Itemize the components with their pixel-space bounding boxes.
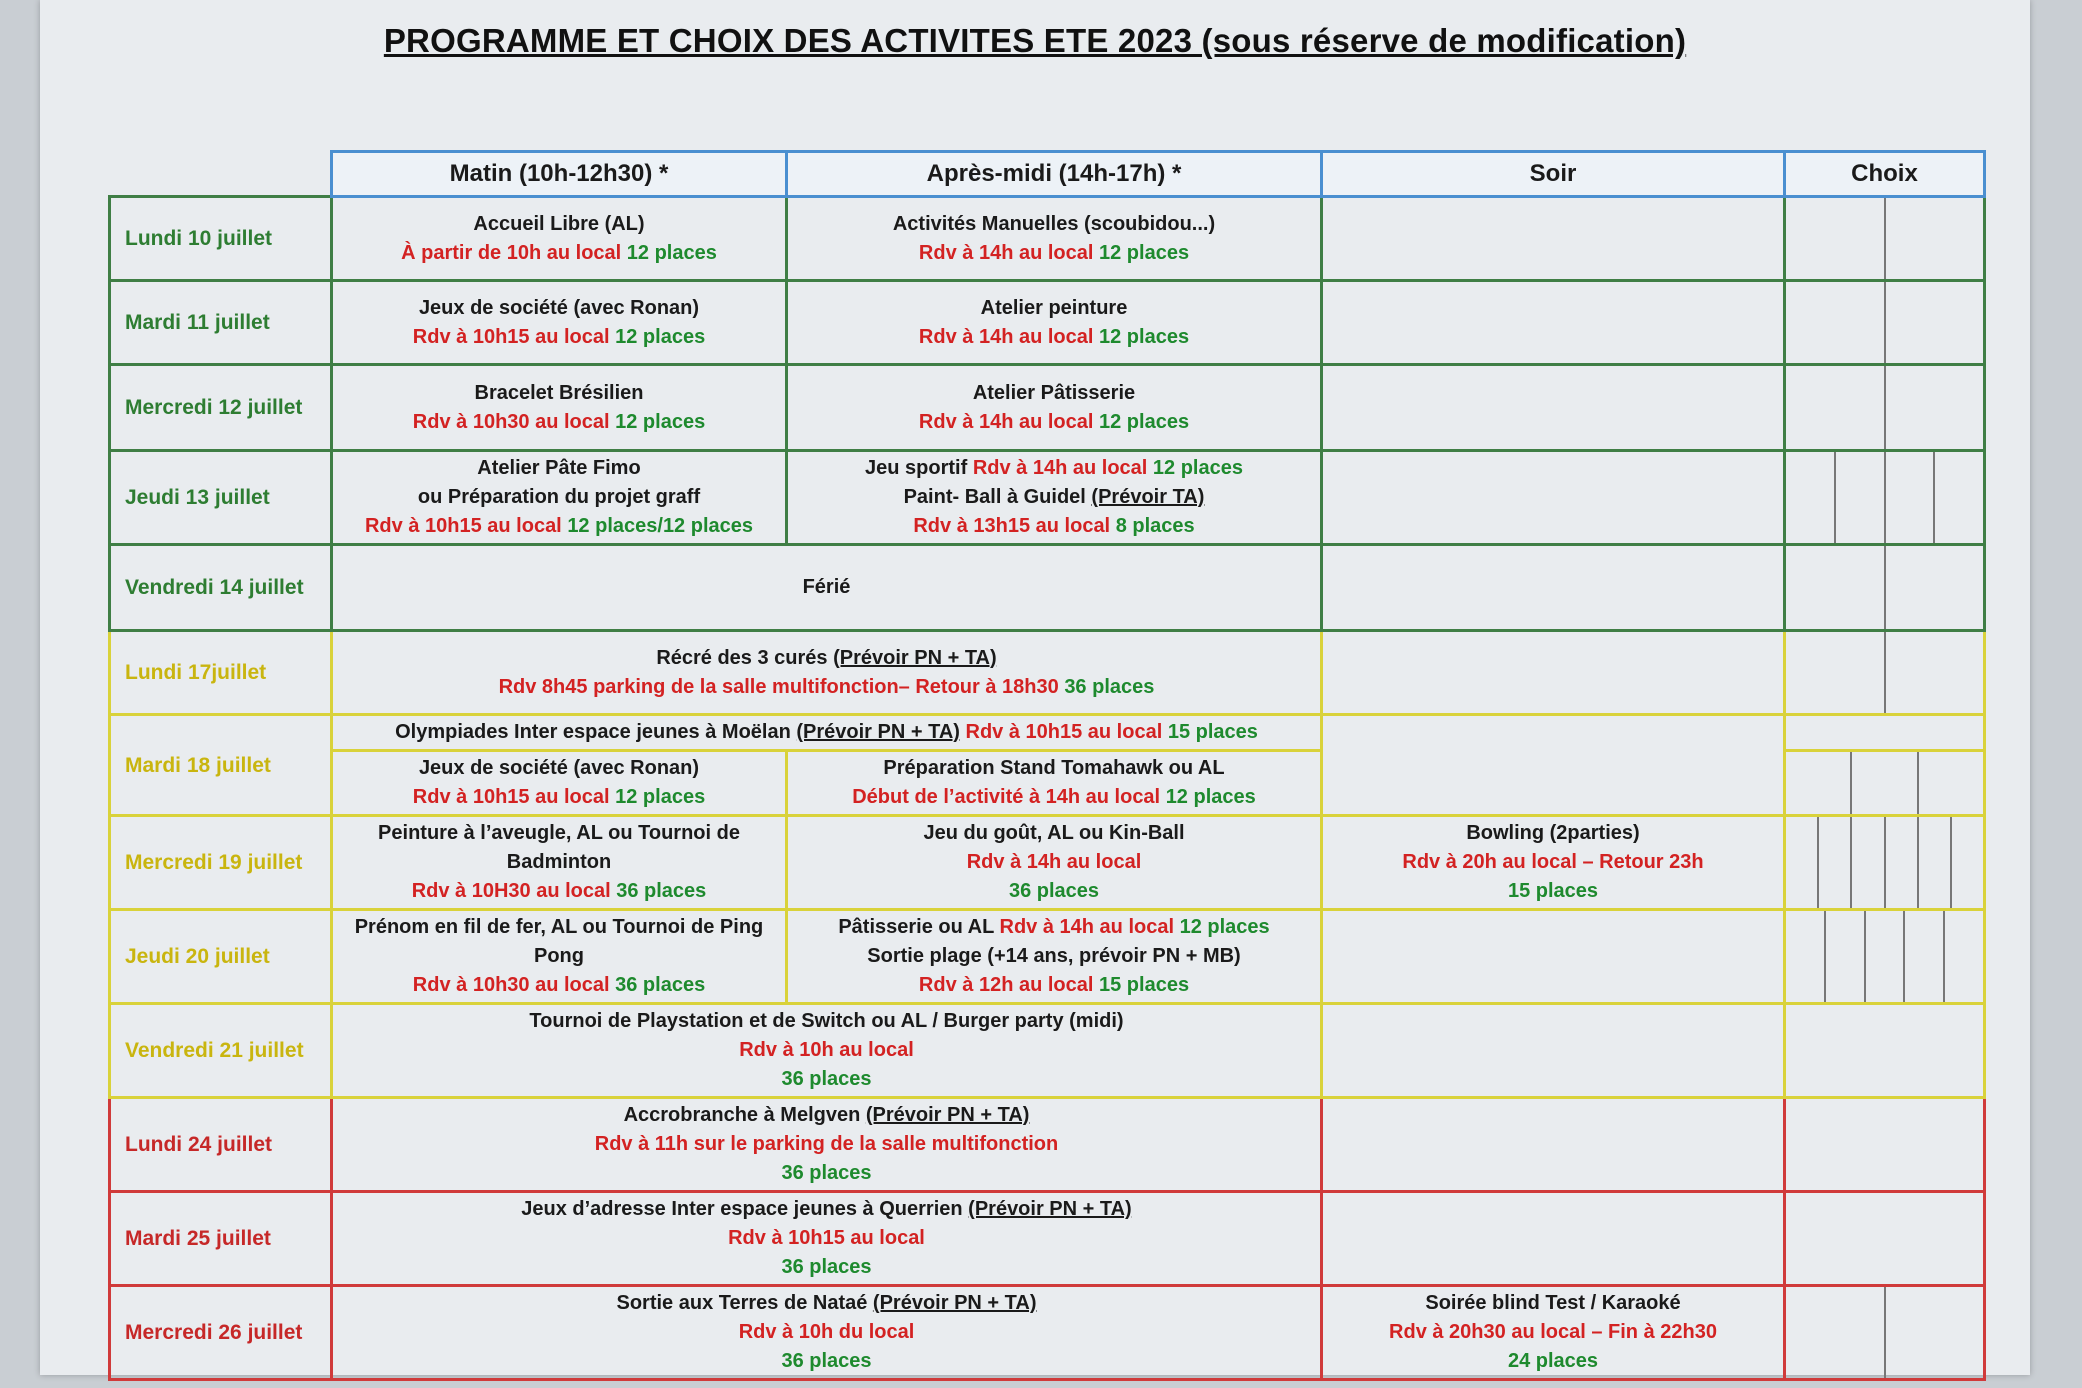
- places-text: 12 places: [615, 325, 706, 348]
- places-text: 36 places: [781, 1350, 872, 1372]
- activity-title: Activités Manuelles (scoubidou...): [892, 212, 1216, 235]
- rdv-text: Rdv à 12h au local: [918, 974, 1094, 996]
- rdv-text: Rdv à 14h au local: [966, 851, 1142, 873]
- full-day-activity: [332, 1192, 1322, 1286]
- rdv-text: Rdv à 10H30 au local: [411, 880, 611, 902]
- choice-cell[interactable]: [1785, 451, 1985, 545]
- activity-title: Atelier Pâte Fimo: [477, 457, 641, 479]
- full-day-activity: [332, 1004, 1322, 1098]
- morning-activity: [332, 751, 787, 816]
- activity-title: Sortie aux Terres de Nataé: [616, 1292, 868, 1314]
- evening-activity: [1322, 197, 1785, 281]
- places-text: 36 places: [616, 880, 707, 902]
- choice-cell[interactable]: [1785, 281, 1985, 365]
- places-text: 15 places: [1167, 721, 1258, 743]
- rdv-text: À partir de 10h au local: [401, 241, 622, 264]
- afternoon-activity: [787, 751, 1322, 816]
- evening-activity: [1322, 1004, 1785, 1098]
- activity-title: Jeu du goût, AL ou Kin-Ball: [923, 822, 1185, 844]
- rdv-text: Rdv à 14h au local: [918, 410, 1094, 433]
- places-text: 15 places: [1507, 880, 1599, 902]
- morning-activity: [332, 451, 787, 545]
- evening-activity: [1322, 910, 1785, 1004]
- day-label: Mardi 25 juillet: [110, 1192, 332, 1286]
- table-row: [110, 910, 1985, 1004]
- day-label: Mercredi 12 juillet: [110, 365, 332, 451]
- activity-title: Accueil Libre (AL): [473, 212, 645, 235]
- evening-activity: [1322, 545, 1785, 631]
- activity-title: Accrobranche à Melgven: [623, 1104, 861, 1126]
- choice-cell[interactable]: [1785, 545, 1985, 631]
- full-day-activity: [332, 1286, 1322, 1380]
- day-label: Lundi 10 juillet: [110, 197, 332, 281]
- evening-activity: [1322, 1286, 1785, 1380]
- activity-title: Jeux de société (avec Ronan): [418, 757, 700, 779]
- places-text: 12 places: [1099, 241, 1190, 264]
- activity-title-alt: Paint- Ball à Guidel: [903, 486, 1086, 508]
- activity-title: Tournoi de Playstation et de Switch ou AL / Burger party (midi): [529, 1010, 1124, 1032]
- evening-activity: [1322, 1098, 1785, 1192]
- evening-activity: [1322, 631, 1785, 715]
- table-row: [110, 816, 1985, 910]
- choice-cell[interactable]: [1785, 197, 1985, 281]
- table-row: [110, 451, 1985, 545]
- schedule-table: [108, 150, 1986, 1381]
- places-text: 12 places: [1165, 786, 1256, 808]
- places-text: 12 places: [626, 241, 717, 264]
- rdv-text: Début de l’activité à 14h au local: [852, 786, 1161, 808]
- places-text: 36 places: [1008, 880, 1100, 902]
- full-day-activity: [332, 631, 1322, 715]
- afternoon-activity: [787, 910, 1322, 1004]
- day-label: Jeudi 13 juillet: [110, 451, 332, 545]
- rdv-text: Rdv à 10h15 au local: [364, 515, 562, 537]
- page-title: PROGRAMME ET CHOIX DES ACTIVITES ETE 2023 (sous réserve de modification): [383, 22, 1687, 59]
- rdv-text: Rdv à 10h au local: [739, 1039, 914, 1061]
- rdv-text: Rdv à 14h au local: [918, 325, 1094, 348]
- activity-title: Soirée blind Test / Karaoké: [1425, 1292, 1681, 1314]
- table-row: [110, 631, 1985, 715]
- choice-cell[interactable]: [1785, 751, 1985, 816]
- rdv-text: Rdv à 10h30 au local: [412, 410, 610, 433]
- table-row: [110, 545, 1985, 631]
- afternoon-activity: [787, 816, 1322, 910]
- choice-cell[interactable]: [1785, 816, 1985, 910]
- activity-title: Pâtisserie ou AL: [838, 916, 994, 938]
- day-label: Vendredi 21 juillet: [110, 1004, 332, 1098]
- activity-title: Bowling (2parties): [1466, 822, 1640, 844]
- day-label: Mardi 11 juillet: [110, 281, 332, 365]
- activity-title: Prénom en fil de fer, AL ou Tournoi de Ping Pong: [354, 916, 764, 967]
- choice-cell[interactable]: [1785, 910, 1985, 1004]
- morning-activity: [332, 281, 787, 365]
- afternoon-activity: [787, 365, 1322, 451]
- rdv-text: Rdv à 14h au local: [972, 457, 1148, 479]
- day-label: Vendredi 14 juillet: [110, 545, 332, 631]
- activity-title: Récré des 3 curés: [656, 646, 828, 669]
- places-text: 12 places: [615, 786, 706, 808]
- activity-title: Préparation Stand Tomahawk ou AL: [883, 757, 1225, 779]
- activity-title: Bracelet Brésilien: [474, 381, 644, 404]
- rdv-text: Rdv à 10h15 au local: [412, 786, 610, 808]
- activity-title: Jeux de société (avec Ronan): [418, 296, 700, 319]
- day-label: Mardi 18 juillet: [110, 715, 332, 816]
- activity-title: Jeu sportif: [865, 457, 968, 479]
- choice-cell[interactable]: [1785, 631, 1985, 715]
- note-text: (Prévoir PN + TA): [865, 1104, 1030, 1126]
- places-text: 36 places: [781, 1256, 872, 1278]
- activity-title-alt: ou Préparation du projet graff: [417, 486, 701, 508]
- table-row: [110, 1004, 1985, 1098]
- day-label: Jeudi 20 juillet: [110, 910, 332, 1004]
- day-label: Mercredi 19 juillet: [110, 816, 332, 910]
- full-day-activity: [332, 715, 1322, 751]
- note-text: (Prévoir PN + TA): [968, 1198, 1132, 1220]
- choice-cell[interactable]: [1785, 1098, 1985, 1192]
- activity-title-alt: Sortie plage (+14 ans, prévoir PN + MB): [867, 945, 1241, 967]
- activity-title: Atelier Pâtisserie: [972, 381, 1136, 404]
- table-row: [110, 365, 1985, 451]
- activity-title: Peinture à l’aveugle, AL ou Tournoi de Badminton: [378, 822, 740, 873]
- evening-activity: [1322, 715, 1785, 816]
- rdv-text: Rdv 8h45 parking de la salle multifonction– Retour à 18h30: [498, 675, 1059, 698]
- header-soir: Soir: [1322, 152, 1785, 197]
- evening-activity: [1322, 365, 1785, 451]
- places-text: 36 places: [1064, 675, 1155, 698]
- afternoon-activity: [787, 451, 1322, 545]
- afternoon-activity: [787, 281, 1322, 365]
- choice-cell[interactable]: [1785, 1004, 1985, 1098]
- places-text: 15 places: [1099, 974, 1190, 996]
- table-row: [110, 1286, 1985, 1380]
- rdv-text: Rdv à 10h30 au local: [412, 974, 610, 996]
- places-text: 12 places/12 places: [567, 515, 754, 537]
- evening-activity: [1322, 451, 1785, 545]
- places-text: 36 places: [781, 1068, 872, 1090]
- morning-activity: [332, 816, 787, 910]
- note-text: (Prévoir PN + TA): [872, 1292, 1037, 1314]
- places-text: 12 places: [1179, 916, 1270, 938]
- activity-title: Olympiades Inter espace jeunes à Moëlan: [395, 721, 791, 743]
- table-row: [110, 1098, 1985, 1192]
- note-text: (Prévoir PN + TA): [833, 646, 997, 669]
- holiday-cell: Férié: [332, 545, 1322, 631]
- table-row: [110, 715, 1985, 751]
- choice-cell[interactable]: [1785, 365, 1985, 451]
- activity-title: Jeux d’adresse Inter espace jeunes à Querrien: [521, 1198, 963, 1220]
- rdv-text: Rdv à 20h30 au local – Fin à 22h30: [1389, 1321, 1717, 1343]
- places-text: 8 places: [1115, 515, 1195, 537]
- rdv-text: Rdv à 10h15 au local: [965, 721, 1163, 743]
- places-text: 12 places: [1099, 410, 1190, 433]
- places-text: 12 places: [1152, 457, 1243, 479]
- corner-cell: [110, 152, 332, 197]
- full-day-activity: [332, 1098, 1322, 1192]
- table-row: [110, 197, 1985, 281]
- places-text: 36 places: [781, 1162, 872, 1184]
- evening-activity: [1322, 281, 1785, 365]
- day-label: Lundi 24 juillet: [110, 1098, 332, 1192]
- rdv-text: Rdv à 10h du local: [738, 1321, 915, 1343]
- choice-cell[interactable]: [1785, 1286, 1985, 1380]
- morning-activity: [332, 197, 787, 281]
- morning-activity: [332, 910, 787, 1004]
- choice-cell[interactable]: [1785, 715, 1985, 751]
- places-text: 12 places: [615, 410, 706, 433]
- rdv-text: Rdv à 11h sur le parking de la salle multifonction: [594, 1133, 1059, 1155]
- header-choix: Choix: [1785, 152, 1985, 197]
- afternoon-activity: [787, 197, 1322, 281]
- places-text: 36 places: [615, 974, 706, 996]
- rdv-text: Rdv à 13h15 au local: [913, 515, 1111, 537]
- rdv-text: Rdv à 14h au local: [999, 916, 1175, 938]
- activity-title: Atelier peinture: [980, 296, 1128, 319]
- table-row: [110, 1192, 1985, 1286]
- places-text: 24 places: [1507, 1350, 1599, 1372]
- header-apres-midi: Après-midi (14h-17h) *: [787, 152, 1322, 197]
- header-matin: Matin (10h-12h30) *: [332, 152, 787, 197]
- header-row: [110, 152, 1985, 197]
- rdv-text: Rdv à 14h au local: [918, 241, 1094, 264]
- evening-activity: [1322, 816, 1785, 910]
- rdv-text: Rdv à 10h15 au local: [412, 325, 610, 348]
- rdv-text: Rdv à 10h15 au local: [728, 1227, 925, 1249]
- paper-sheet: [40, 0, 2030, 1375]
- places-text: 12 places: [1099, 325, 1190, 348]
- table-row: [110, 281, 1985, 365]
- choice-cell[interactable]: [1785, 1192, 1985, 1286]
- morning-activity: [332, 365, 787, 451]
- rdv-text: Rdv à 20h au local – Retour 23h: [1402, 851, 1704, 873]
- note-text: (Prévoir PN + TA): [796, 721, 960, 743]
- day-label: Lundi 17juillet: [110, 631, 332, 715]
- day-label: Mercredi 26 juillet: [110, 1286, 332, 1380]
- evening-activity: [1322, 1192, 1785, 1286]
- note-text: (Prévoir TA): [1091, 486, 1205, 508]
